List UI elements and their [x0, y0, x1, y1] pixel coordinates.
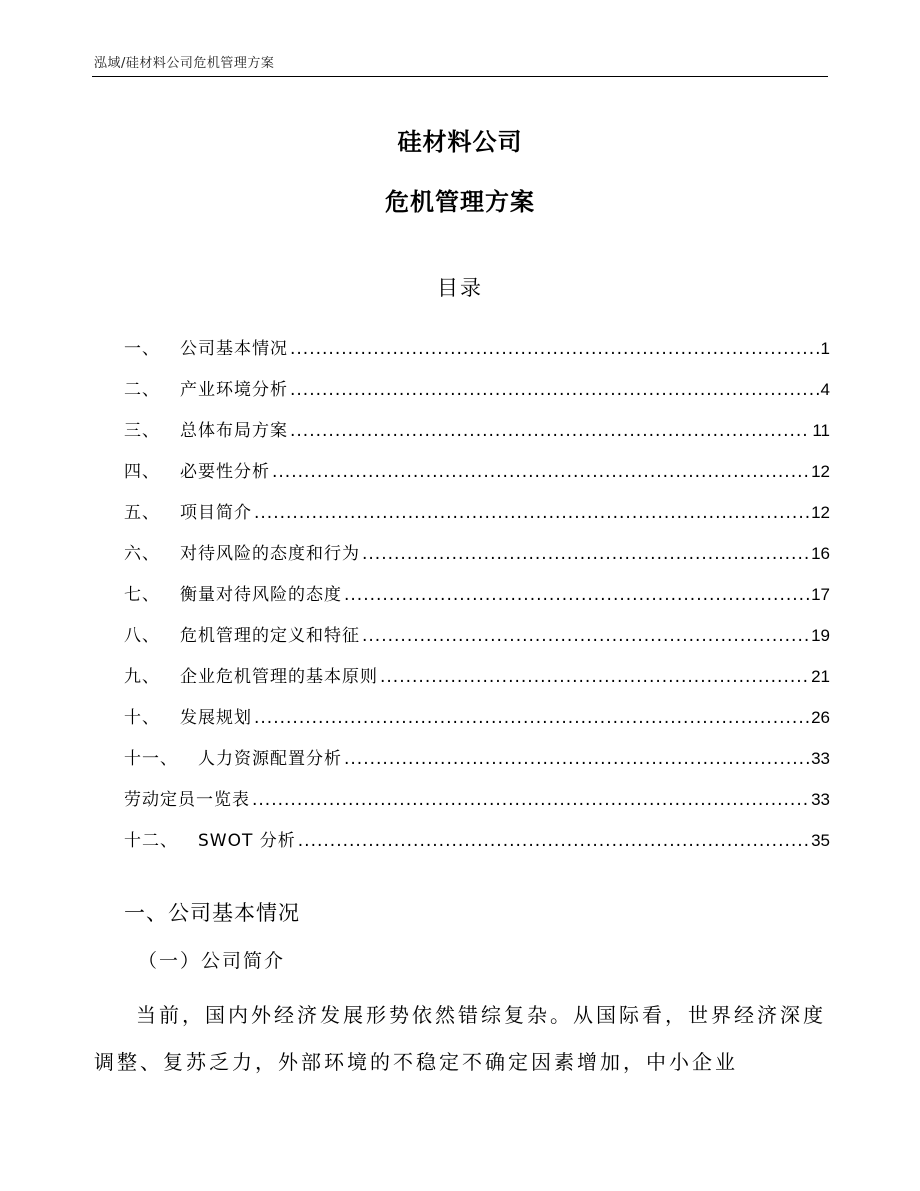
toc-entry[interactable] — [124, 610, 830, 651]
toc-dot-leader — [290, 416, 810, 446]
toc-dot-leader — [272, 457, 809, 487]
toc-entry-number: 五、 — [124, 503, 160, 523]
toc-entry-page: 12 — [811, 503, 830, 522]
toc-entry-number: 十、 — [124, 708, 160, 728]
toc-entry-title: 劳动定员一览表 — [124, 790, 250, 810]
document-title-line1: 硅材料公司 — [397, 128, 523, 156]
toc-dot-leader — [362, 621, 809, 651]
toc-entry-number: 十一、 — [124, 749, 178, 769]
toc-dot-leader — [252, 785, 809, 815]
toc-entry-page: 26 — [811, 708, 830, 727]
toc-entry-number: 七、 — [124, 585, 160, 605]
toc-entry-page: 12 — [811, 462, 830, 481]
toc-entry[interactable] — [124, 528, 830, 569]
toc-entry-page: 4 — [820, 380, 830, 399]
toc-dot-leader — [362, 539, 809, 569]
subsection-heading: （一）公司简介 — [138, 950, 286, 972]
toc-dot-leader — [290, 334, 819, 364]
toc-entry-page: 11 — [812, 421, 830, 440]
toc-entry[interactable] — [124, 323, 830, 364]
body-paragraph: 当前，国内外经济发展形势依然错综复杂。从国际看，世界经济深度调整、复苏乏力，外部环境的不稳定不确定因素增加，中小企业 — [94, 1003, 826, 1074]
toc-entry-page: 21 — [811, 667, 830, 686]
header-divider — [92, 76, 828, 77]
toc-entry-title: 总体布局方案 — [180, 421, 288, 441]
toc-dot-leader — [344, 744, 809, 774]
toc-entry-page: 19 — [811, 626, 830, 645]
toc-entry-title: 危机管理的定义和特征 — [180, 626, 360, 646]
toc-entry-number: 九、 — [124, 667, 160, 687]
toc-entry-title: 必要性分析 — [180, 462, 270, 482]
toc-heading: 目录 — [437, 276, 483, 300]
section-heading: 一、公司基本情况 — [124, 901, 300, 925]
toc-entry-page: 17 — [811, 585, 830, 604]
toc-entry-title: 企业危机管理的基本原则 — [180, 667, 378, 687]
toc-dot-leader — [380, 662, 809, 692]
toc-dot-leader — [344, 580, 809, 610]
toc-dot-leader — [254, 703, 809, 733]
toc-dot-leader — [254, 498, 809, 528]
toc-entry-title: 对待风险的态度和行为 — [180, 544, 360, 564]
toc-entry-title: 产业环境分析 — [180, 380, 288, 400]
toc-entry[interactable] — [124, 692, 830, 733]
toc-entry-title: 公司基本情况 — [180, 339, 288, 359]
toc-entry[interactable] — [124, 405, 830, 446]
toc-entry-number: 八、 — [124, 626, 160, 646]
toc-entry-number: 一、 — [124, 339, 160, 359]
table-of-contents — [124, 323, 830, 856]
toc-entry-title: SWOT 分析 — [198, 831, 296, 851]
running-header: 泓域/硅材料公司危机管理方案 — [94, 56, 275, 71]
toc-entry-number: 二、 — [124, 380, 160, 400]
toc-entry[interactable] — [124, 446, 830, 487]
toc-entry[interactable] — [124, 569, 830, 610]
toc-entry[interactable] — [124, 815, 830, 856]
toc-entry-number: 六、 — [124, 544, 160, 564]
toc-entry-title: 项目简介 — [180, 503, 252, 523]
toc-entry[interactable] — [124, 774, 830, 815]
toc-entry[interactable] — [124, 487, 830, 528]
toc-dot-leader — [298, 826, 809, 856]
toc-entry-page: 33 — [811, 749, 830, 768]
toc-entry-page: 16 — [811, 544, 830, 563]
toc-entry-title: 人力资源配置分析 — [198, 749, 342, 769]
toc-entry-page: 35 — [811, 831, 830, 850]
toc-entry[interactable] — [124, 364, 830, 405]
toc-entry-number: 三、 — [124, 421, 160, 441]
toc-entry[interactable] — [124, 651, 830, 692]
toc-entry-page: 33 — [811, 790, 830, 809]
toc-entry-page: 1 — [820, 339, 830, 358]
document-title-line2: 危机管理方案 — [385, 188, 535, 216]
toc-dot-leader — [290, 375, 819, 405]
toc-entry-title: 衡量对待风险的态度 — [180, 585, 342, 605]
toc-entry[interactable] — [124, 733, 830, 774]
toc-entry-title: 发展规划 — [180, 708, 252, 728]
toc-entry-number: 四、 — [124, 462, 160, 482]
toc-entry-number: 十二、 — [124, 831, 178, 851]
